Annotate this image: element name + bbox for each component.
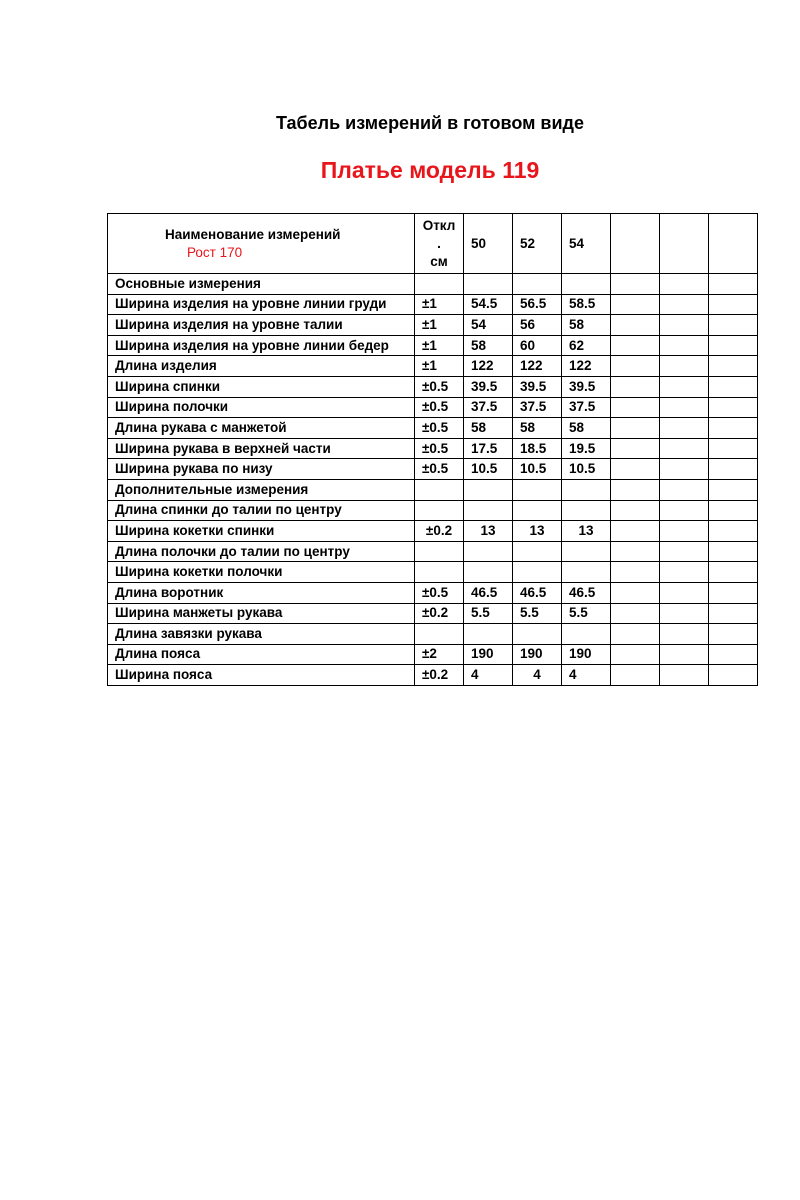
empty-cell (660, 214, 709, 274)
tolerance-value: ±0.5 (415, 459, 464, 480)
size-value: 10.5 (464, 459, 513, 480)
size-value: 13 (513, 521, 562, 542)
size-value: 58 (464, 335, 513, 356)
empty-cell (709, 582, 758, 603)
empty-cell (660, 644, 709, 665)
size-value: 46.5 (464, 582, 513, 603)
tolerance-value (415, 541, 464, 562)
empty-cell (611, 541, 660, 562)
empty-cell (709, 562, 758, 583)
header-name-cell (108, 214, 415, 274)
size-value: 39.5 (464, 376, 513, 397)
size-value (464, 541, 513, 562)
measurement-name: Ширина изделия на уровне линии бедер (108, 335, 415, 356)
header-name-label: Наименование измерений (165, 226, 341, 242)
size-value: 58 (562, 418, 611, 439)
empty-cell (611, 665, 660, 686)
size-value: 122 (562, 356, 611, 377)
tolerance-value: ±0.5 (415, 397, 464, 418)
empty-cell (660, 582, 709, 603)
size-value: 17.5 (464, 438, 513, 459)
empty-cell (660, 376, 709, 397)
empty-cell (709, 376, 758, 397)
empty-cell (709, 603, 758, 624)
table-row (108, 294, 758, 315)
size-value: 58 (464, 418, 513, 439)
size-value: 37.5 (513, 397, 562, 418)
size-value: 13 (562, 521, 611, 542)
measurement-name: Ширина полочки (108, 397, 415, 418)
tolerance-value: ±0.5 (415, 582, 464, 603)
size-value: 5.5 (513, 603, 562, 624)
table-row (108, 665, 758, 686)
size-value: 60 (513, 335, 562, 356)
empty-cell (709, 541, 758, 562)
size-value: 37.5 (464, 397, 513, 418)
empty-cell (709, 315, 758, 336)
table-row (108, 500, 758, 521)
tolerance-value: ±1 (415, 315, 464, 336)
empty-cell (611, 274, 660, 295)
measurements-table (107, 213, 758, 686)
size-value (562, 479, 611, 500)
empty-cell (611, 479, 660, 500)
size-value: 190 (562, 644, 611, 665)
empty-cell (660, 274, 709, 295)
tolerance-value (415, 562, 464, 583)
empty-cell (709, 214, 758, 274)
size-value: 4 (562, 665, 611, 686)
empty-cell (611, 418, 660, 439)
empty-cell (709, 418, 758, 439)
table-row (108, 479, 758, 500)
size-value (464, 274, 513, 295)
empty-cell (660, 294, 709, 315)
measurement-name: Ширина рукава по низу (108, 459, 415, 480)
tolerance-value (415, 500, 464, 521)
header-size-52: 52 (513, 214, 562, 274)
size-value: 190 (464, 644, 513, 665)
table-row (108, 274, 758, 295)
empty-cell (611, 438, 660, 459)
empty-cell (660, 500, 709, 521)
empty-cell (660, 418, 709, 439)
measurement-name: Длина изделия (108, 356, 415, 377)
size-value (513, 624, 562, 645)
tolerance-value: ±0.2 (415, 665, 464, 686)
size-value (562, 500, 611, 521)
empty-cell (709, 356, 758, 377)
empty-cell (660, 459, 709, 480)
table-row (108, 521, 758, 542)
empty-cell (611, 315, 660, 336)
tolerance-value (415, 624, 464, 645)
table-row (108, 356, 758, 377)
empty-cell (611, 397, 660, 418)
size-value (464, 624, 513, 645)
measurement-name: Длина воротник (108, 582, 415, 603)
measurement-name: Длина полочки до талии по центру (108, 541, 415, 562)
empty-cell (611, 603, 660, 624)
measurement-name: Ширина манжеты рукава (108, 603, 415, 624)
size-value (464, 479, 513, 500)
table-row (108, 376, 758, 397)
size-value: 56.5 (513, 294, 562, 315)
tolerance-value: ±0.2 (415, 603, 464, 624)
size-value: 54 (464, 315, 513, 336)
size-value (464, 500, 513, 521)
measurement-name: Ширина изделия на уровне линии груди (108, 294, 415, 315)
empty-cell (709, 500, 758, 521)
tolerance-value: ±1 (415, 335, 464, 356)
empty-cell (660, 356, 709, 377)
size-value: 39.5 (562, 376, 611, 397)
size-value (513, 479, 562, 500)
tolerance-value: ±2 (415, 644, 464, 665)
measurement-name: Дополнительные измерения (108, 479, 415, 500)
tolerance-value (415, 479, 464, 500)
table-row (108, 418, 758, 439)
tolerance-value: ±1 (415, 356, 464, 377)
header-size-50: 50 (464, 214, 513, 274)
size-value: 4 (513, 665, 562, 686)
size-value: 10.5 (513, 459, 562, 480)
empty-cell (660, 335, 709, 356)
measurement-name: Длина пояса (108, 644, 415, 665)
empty-cell (660, 521, 709, 542)
empty-cell (709, 438, 758, 459)
measurement-name: Ширина спинки (108, 376, 415, 397)
empty-cell (611, 214, 660, 274)
size-value (562, 562, 611, 583)
table-row (108, 624, 758, 645)
tolerance-value: ±1 (415, 294, 464, 315)
measurement-name: Длина завязки рукава (108, 624, 415, 645)
empty-cell (611, 521, 660, 542)
size-value: 46.5 (562, 582, 611, 603)
size-value: 56 (513, 315, 562, 336)
header-size-54: 54 (562, 214, 611, 274)
size-value: 46.5 (513, 582, 562, 603)
size-value: 62 (562, 335, 611, 356)
document-subtitle: Платье модель 119 (320, 157, 540, 183)
empty-cell (611, 582, 660, 603)
document-title: Табель измерений в готовом виде (275, 113, 584, 133)
table-row (108, 644, 758, 665)
size-value: 190 (513, 644, 562, 665)
empty-cell (660, 665, 709, 686)
empty-cell (709, 335, 758, 356)
size-value (562, 541, 611, 562)
empty-cell (709, 397, 758, 418)
header-tolerance-cell (415, 214, 464, 274)
empty-cell (660, 315, 709, 336)
size-value: 58 (562, 315, 611, 336)
header-tol-line2: . (437, 235, 441, 251)
empty-cell (611, 294, 660, 315)
empty-cell (709, 665, 758, 686)
table-row (108, 541, 758, 562)
size-value: 58 (513, 418, 562, 439)
size-value (513, 541, 562, 562)
size-value: 37.5 (562, 397, 611, 418)
size-value: 58.5 (562, 294, 611, 315)
empty-cell (660, 541, 709, 562)
table-row (108, 335, 758, 356)
header-height-label: Рост 170 (187, 244, 243, 260)
header-tol-line3: см (430, 253, 448, 269)
size-value: 10.5 (562, 459, 611, 480)
empty-cell (611, 624, 660, 645)
table-header-row (108, 214, 758, 274)
table-row (108, 562, 758, 583)
header-tol-line1: Откл (422, 217, 456, 233)
empty-cell (709, 459, 758, 480)
size-value: 122 (464, 356, 513, 377)
size-value: 18.5 (513, 438, 562, 459)
size-value: 122 (513, 356, 562, 377)
empty-cell (709, 521, 758, 542)
empty-cell (611, 459, 660, 480)
tolerance-value: ±0.5 (415, 438, 464, 459)
empty-cell (709, 624, 758, 645)
table-row (108, 397, 758, 418)
size-value (562, 624, 611, 645)
tolerance-value: ±0.5 (415, 418, 464, 439)
measurement-name: Основные измерения (108, 274, 415, 295)
table-row (108, 315, 758, 336)
tolerance-value: ±0.5 (415, 376, 464, 397)
size-value (464, 562, 513, 583)
measurement-name: Ширина кокетки спинки (108, 521, 415, 542)
empty-cell (611, 500, 660, 521)
size-value: 4 (464, 665, 513, 686)
empty-cell (660, 603, 709, 624)
empty-cell (660, 479, 709, 500)
empty-cell (611, 644, 660, 665)
size-value: 39.5 (513, 376, 562, 397)
empty-cell (709, 479, 758, 500)
tolerance-value (415, 274, 464, 295)
size-value (513, 274, 562, 295)
measurement-name: Длина спинки до талии по центру (108, 500, 415, 521)
size-value: 5.5 (464, 603, 513, 624)
table-row (108, 459, 758, 480)
tolerance-value: ±0.2 (415, 521, 464, 542)
empty-cell (660, 438, 709, 459)
size-value: 19.5 (562, 438, 611, 459)
size-value: 13 (464, 521, 513, 542)
empty-cell (660, 397, 709, 418)
empty-cell (660, 562, 709, 583)
size-value: 54.5 (464, 294, 513, 315)
empty-cell (660, 624, 709, 645)
size-value (513, 562, 562, 583)
empty-cell (709, 294, 758, 315)
measurement-name: Ширина пояса (108, 665, 415, 686)
empty-cell (709, 644, 758, 665)
empty-cell (611, 335, 660, 356)
measurement-name: Длина рукава с манжетой (108, 418, 415, 439)
size-value: 5.5 (562, 603, 611, 624)
empty-cell (611, 356, 660, 377)
empty-cell (611, 376, 660, 397)
table-row (108, 603, 758, 624)
empty-cell (709, 274, 758, 295)
measurement-name: Ширина рукава в верхней части (108, 438, 415, 459)
measurement-name: Ширина изделия на уровне талии (108, 315, 415, 336)
table-row (108, 438, 758, 459)
measurement-name: Ширина кокетки полочки (108, 562, 415, 583)
size-value (513, 500, 562, 521)
empty-cell (611, 562, 660, 583)
table-row (108, 582, 758, 603)
size-value (562, 274, 611, 295)
